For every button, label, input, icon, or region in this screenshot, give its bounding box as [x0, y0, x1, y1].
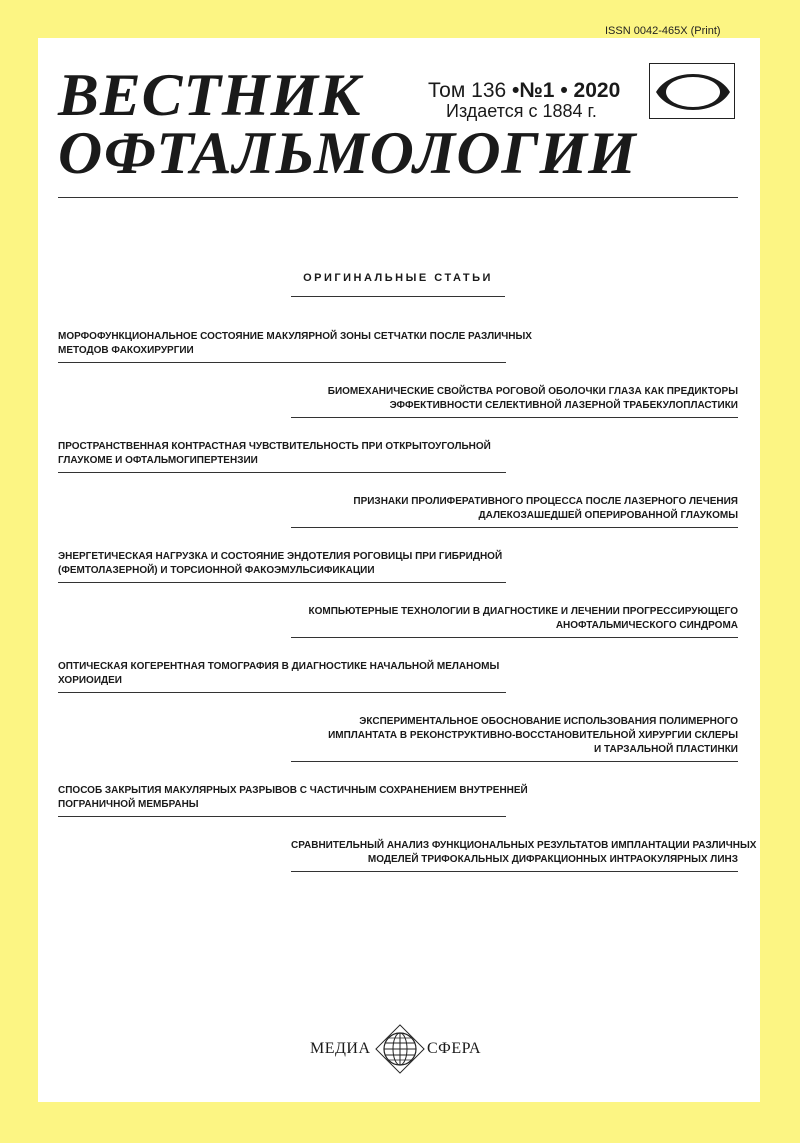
- journal-logo: [649, 63, 735, 119]
- publisher-logo: [310, 1018, 490, 1078]
- journal-title-line2: ОФТАЛЬМОЛОГИИ: [58, 120, 637, 186]
- article-title-line: ДАЛЕКОЗАШЕДШЕЙ ОПЕРИРОВАННОЙ ГЛАУКОМЫ: [478, 510, 738, 521]
- article-title-line: МОРФОФУНКЦИОНАЛЬНОЕ СОСТОЯНИЕ МАКУЛЯРНОЙ ЗОНЫ СЕТЧАТКИ ПОСЛЕ РАЗЛИЧНЫХ: [58, 331, 532, 342]
- article-divider: [58, 472, 506, 473]
- article-title-line: ПРИЗНАКИ ПРОЛИФЕРАТИВНОГО ПРОЦЕССА ПОСЛЕ ЛАЗЕРНОГО ЛЕЧЕНИЯ: [353, 496, 738, 507]
- article-title-line: ЭКСПЕРИМЕНТАЛЬНОЕ ОБОСНОВАНИЕ ИСПОЛЬЗОВАНИЯ ПОЛИМЕРНОГО: [359, 716, 738, 727]
- article-item[interactable]: [291, 495, 738, 528]
- cover-page: [38, 38, 760, 1102]
- globe-icon: [375, 1024, 425, 1074]
- article-divider: [291, 637, 738, 638]
- article-item[interactable]: [291, 605, 738, 638]
- article-title-line: БИОМЕХАНИЧЕСКИЕ СВОЙСТВА РОГОВОЙ ОБОЛОЧКИ ГЛАЗА КАК ПРЕДИКТОРЫ: [327, 386, 738, 397]
- article-item[interactable]: [291, 839, 757, 872]
- article-title-line: (ФЕМТОЛАЗЕРНОЙ) И ТОРСИОННОЙ ФАКОЭМУЛЬСИФИКАЦИИ: [58, 565, 375, 576]
- article-title-line: МОДЕЛЕЙ ТРИФОКАЛЬНЫХ ДИФРАКЦИОННЫХ ИНТРАОКУЛЯРНЫХ ЛИНЗ: [367, 854, 738, 865]
- section-divider: [291, 296, 505, 297]
- publisher-name-left: МЕДИА: [310, 1040, 371, 1057]
- article-item[interactable]: [291, 385, 738, 418]
- section-title: ОРИГИНАЛЬНЫЕ СТАТЬИ: [303, 272, 493, 284]
- article-divider: [58, 582, 506, 583]
- issue-separator: •: [512, 79, 520, 102]
- article-title-line: ИМПЛАНТАТА В РЕКОНСТРУКТИВНО-ВОССТАНОВИТЕЛЬНОЙ ХИРУРГИИ СКЛЕРЫ: [328, 730, 738, 741]
- journal-title-line1: ВЕСТНИК: [58, 62, 362, 128]
- article-item[interactable]: [58, 550, 506, 583]
- issue-info: [428, 80, 620, 102]
- publisher-name-right: СФЕРА: [427, 1040, 481, 1057]
- article-item[interactable]: [58, 784, 528, 817]
- article-divider: [291, 761, 738, 762]
- volume: Том 136: [428, 79, 507, 102]
- article-title-line: КОМПЬЮТЕРНЫЕ ТЕХНОЛОГИИ В ДИАГНОСТИКЕ И ЛЕЧЕНИИ ПРОГРЕССИРУЮЩЕГО: [308, 606, 738, 617]
- article-item[interactable]: [58, 440, 506, 473]
- issue-year: 2020: [573, 79, 621, 102]
- article-title-line: ПОГРАНИЧНОЙ МЕМБРАНЫ: [58, 799, 199, 810]
- article-title-line: МЕТОДОВ ФАКОХИРУРГИИ: [58, 345, 194, 356]
- article-title-line: ХОРИОИДЕИ: [58, 675, 122, 686]
- article-divider: [291, 527, 738, 528]
- article-title-line: АНОФТАЛЬМИЧЕСКОГО СИНДРОМА: [555, 620, 738, 631]
- article-title-line: ГЛАУКОМЕ И ОФТАЛЬМОГИПЕРТЕНЗИИ: [58, 455, 258, 466]
- article-title-line: ОПТИЧЕСКАЯ КОГЕРЕНТНАЯ ТОМОГРАФИЯ В ДИАГНОСТИКЕ НАЧАЛЬНОЙ МЕЛАНОМЫ: [58, 661, 500, 672]
- header-divider: [58, 197, 738, 198]
- article-divider: [58, 692, 506, 693]
- article-divider: [58, 362, 506, 363]
- article-item[interactable]: [58, 660, 506, 693]
- founded-since: Издается с 1884 г.: [446, 101, 597, 121]
- article-title-line: ПРОСТРАНСТВЕННАЯ КОНТРАСТНАЯ ЧУВСТВИТЕЛЬНОСТЬ ПРИ ОТКРЫТОУГОЛЬНОЙ: [58, 441, 491, 452]
- issn-print: ISSN 0042-465X (Print): [605, 25, 721, 37]
- eye-icon: [650, 64, 736, 120]
- article-title-line: СПОСОБ ЗАКРЫТИЯ МАКУЛЯРНЫХ РАЗРЫВОВ С ЧАСТИЧНЫМ СОХРАНЕНИЕМ ВНУТРЕННЕЙ: [58, 785, 528, 796]
- article-divider: [58, 816, 506, 817]
- article-divider: [291, 417, 738, 418]
- article-title-line: ЭФФЕКТИВНОСТИ СЕЛЕКТИВНОЙ ЛАЗЕРНОЙ ТРАБЕКУЛОПЛАСТИКИ: [389, 400, 738, 411]
- article-title-line: И ТАРЗАЛЬНОЙ ПЛАСТИНКИ: [594, 744, 738, 755]
- article-divider: [291, 871, 738, 872]
- article-item[interactable]: [291, 715, 738, 762]
- article-title-line: СРАВНИТЕЛЬНЫЙ АНАЛИЗ ФУНКЦИОНАЛЬНЫХ РЕЗУЛЬТАТОВ ИМПЛАНТАЦИИ РАЗЛИЧНЫХ: [291, 840, 757, 851]
- issue-separator: •: [560, 79, 568, 102]
- article-item[interactable]: [58, 330, 532, 363]
- issue-number: №1: [519, 79, 555, 102]
- article-title-line: ЭНЕРГЕТИЧЕСКАЯ НАГРУЗКА И СОСТОЯНИЕ ЭНДОТЕЛИЯ РОГОВИЦЫ ПРИ ГИБРИДНОЙ: [58, 551, 503, 562]
